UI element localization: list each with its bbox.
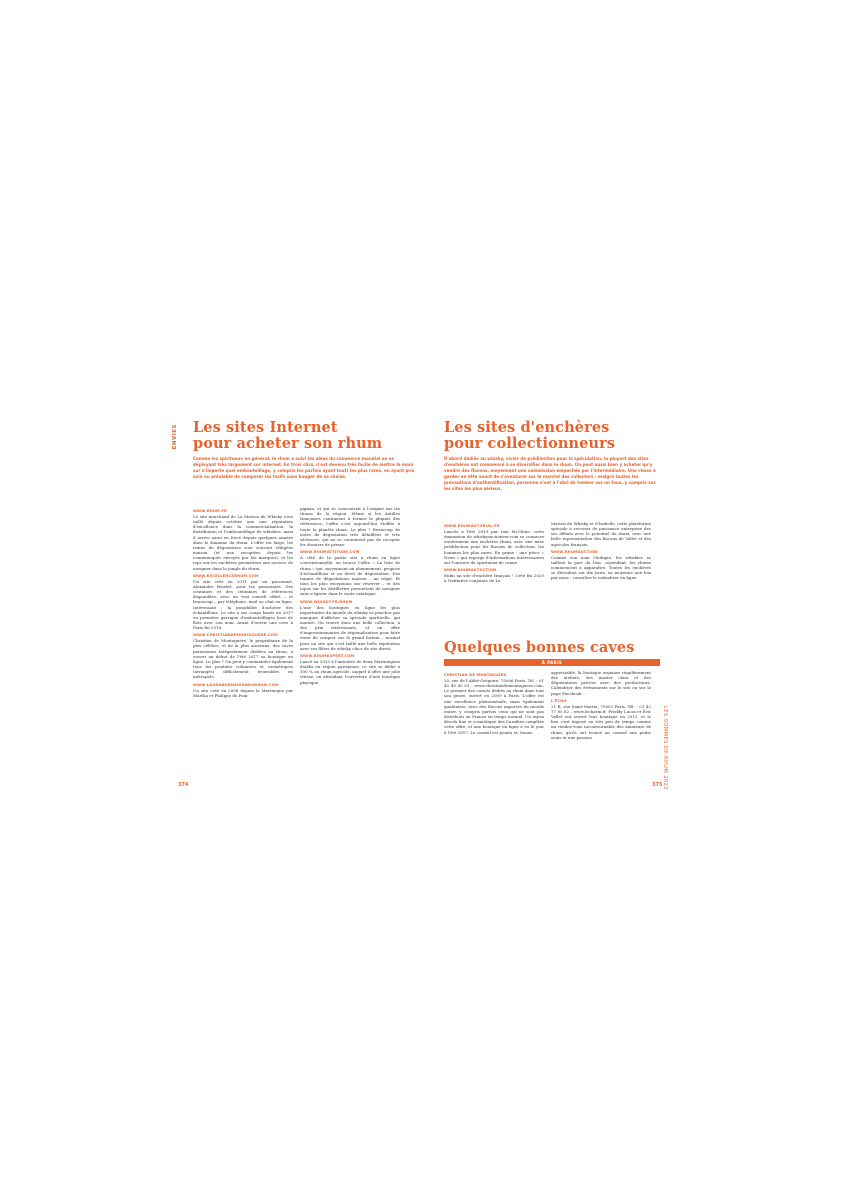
caves-column-2 xyxy=(551,670,651,740)
entry-text: pignan, et qui se concentrait à l'origine sur les rhums de la région. Même si les Antilles françaises continuent à former le plupart des références, l'offre s'est aujourd'hui étoffée à toute la planète rhum. Le plus ? Beaucoup de notes de dégustation très détaillées et très sérieuses, qui ne se contentent pas de recopier les dossiers de presse. xyxy=(300,506,400,548)
left-column-1 xyxy=(193,506,293,698)
entry-label: WWW.CHRISTIANDEMONTAGUERE.COM xyxy=(193,633,278,638)
entry-label: WWW.RHUMAUCTION xyxy=(551,549,598,554)
page-title xyxy=(193,420,415,452)
caves-title: Quelques bonnes caves xyxy=(444,639,635,656)
entry-text: 21 B, rue Saint-Martin, 75003 Paris. Tél. : 01 42 77 85 62 – www.lecharm.fr. Freddy Lucas et Éric Vallet ont ouvert leur boutique en 2011, et le lieu s'est imposé en très peu de temps comme un rendez-vous incontournable des amateurs de rhum, qu'ils ont trouvé un conseil aux petits soins et une passion xyxy=(551,703,651,740)
entry-text: Comme son nom l'indique, les whiskies se taillent la part du lion, cependant, les rhums commencent à apparaître. Toutes les enchères se déroulent sur dix jours, en moyenne une fois par mois - consultez le calendrier en ligne. xyxy=(551,554,651,581)
title-line-1: Les sites d'enchères xyxy=(444,419,610,436)
entry-text: Lancé en 2013 à l'initiative de deux Martiniquais établis en région parisienne, ce site se dédie à 100 % au rhum agricole, auquel il offre une jolie vitrine, en attendant l'ouverture d'une boutique physique. xyxy=(300,658,400,685)
left-page xyxy=(193,420,415,480)
entry-text: À côté de la partie site à rhum en ligne conventionnelle, on trouve l'offre « La liste de rhum » qui, moyennant un abonnement, propose d'échantillons et un livret de dégustation. Des tonnes de dégustations maison – un régal. Et tous les plus exceptions sur réserver – et des topos sur les distilleries permettent de naviguer sans s'égarer dans le vaste catalogue. xyxy=(300,555,400,597)
right-page xyxy=(444,420,660,493)
lead-paragraph: D'abord dédiés au whisky, vivier de prédilection pour la spéculation, la plupart des sites d'enchères ont commencé à se diversifier dans le rhum. On peut aussi bien y acheter qu'y vendre des flacons, moyennant une commission empochée par l'intermédiaire. Une chose à garder en tête avant de s'aventurer sur le marché des collectors : malgré toutes les précautions d'authentification, personne n'est à l'abri de tomber sur un faux, y compris sur les sites les plus sérieux. xyxy=(444,456,656,492)
entry-text: Maison du Whisky et d'Isabelle, cette plateforme spéciale à recevoir de puissance entreprise des ses débuts avec le potentiel du rhum, avec une belle représentation des flacons de Vallet et des agricoles français. xyxy=(551,521,651,547)
page-title xyxy=(444,420,660,452)
entry-label: WWW.RHUMEXPERT.COM xyxy=(300,653,355,658)
entry-text: Un site créé en 2008 depuis la Martinique par Martha et Philippe de Pom- xyxy=(193,687,293,698)
right-column-1 xyxy=(444,521,544,583)
entry-text: Le site marchand de La Maison du Whisky s'est taillé depuis octobre une une réputation d'excellence dans la commercialisation, la distribution et l'embouteillage de whiskies, mais il arrive aussi en force depuis quelques années dans le domaine du rhum. L'offre est large, les textes de dégustation sont souvent rédigées maison (et non recopiées depuis les communiqués envoyés par les marques), et les tops sur les enchères permettent aux novices de naviguer dans la jungle du rhum. xyxy=(193,514,293,571)
caves-column-1 xyxy=(444,670,544,740)
entry-label: WWW.RHUM.FR xyxy=(193,509,228,513)
entry-label: WWW.RHUMAUTORIAL.FR xyxy=(444,524,500,528)
entry-text: Lancée à l'été 2019 par Iain McClune, cette émanation de whiskyauctioneer.com se consacre entièrement aux enchères rhum, avec une mise prédilection pour les flacons de collection, les hommes les plus rares. En prime : une pièce « News » qui regorge d'informations intéressantes sur l'univers du spiritueux de canne. xyxy=(444,529,544,565)
caves-banner: À PARIS xyxy=(444,659,660,666)
right-column-2 xyxy=(551,521,651,583)
page-number-left: 374 xyxy=(178,782,189,788)
entry-text: Un site créé en 2011 par un passionné, Alexandre Boudet, pour les passionnés. Des centaines et des centaines de références disponibles, avec un vrai conseil offert – et beaucoup – par téléphone, mail ou chat en ligne. Intéressant : la possibilité d'acheter des échantillons. Le site a ses coups basés en 2017 en première garrigue d'embouteillages hors de flots avec son nom. Avant d'ouvrir une cave à Paris fin 2018. xyxy=(193,578,293,631)
entry-label: WWW.RHUMATTITUDE.COM xyxy=(300,550,360,555)
lead-paragraph: Comme les spiritueux en général, le rhum a suivi les aléas du commerce mondial en se déployant très largement sur internet. En trois clics, il est devenu très facile de mettre la main sur n'importe quel embouteillage, y compris les parfois ayant tout) les plus rares, en ayant pris soin au préalable de comparer les tarifs sans bouger de sa chaise. xyxy=(193,456,415,480)
entry-label: WWW.RHUMAUTOCTION xyxy=(444,568,497,573)
title-line-2: pour collectionneurs xyxy=(444,435,616,452)
entry-label: WWW.WHISKY.FR/RHUM xyxy=(300,599,353,604)
entry-label: CHRISTIAN DE MONTAGUÈRE xyxy=(444,673,507,677)
entry-label: WWW.LAGRANDEMAISONDURHUM.COM xyxy=(193,682,279,687)
entry-text: 20, rue de l'Abbé-Grégoire, 75006 Paris. Tél. : 01 45 49 40 53 – www.christiandemontaguere.com. Le premier des caviste dédiés au rhum dans tout son genre, ouvert en 2009 à Paris. L'offre est une excellence phénoménale, mais également qualitative, avec des flacons importés du monde entier, y compris parfois ceux qui ne sont pas distribués en France en temps normal. Un rayon dévolu fine et cosmétique des Caraïbes complète cette offre, et une boutique en ligne a vu le jour à l'été 2017. Le conseil est pointu et, bonus xyxy=(444,678,544,735)
page-number-right: 375 xyxy=(652,782,663,788)
entry-label: L'ÉCHO xyxy=(551,698,567,703)
right-columns xyxy=(444,521,651,583)
left-columns xyxy=(193,506,400,698)
caves-columns xyxy=(444,670,651,740)
left-column-2 xyxy=(300,506,400,698)
title-line-1: Les sites Internet xyxy=(193,419,338,436)
title-line-2: pour acheter son rhum xyxy=(193,435,383,452)
entry-text: Christian de Montaguère, le propriétaire de la plus célèbre, et de la plus ancienne, des caves parisiennes intégralement dédiées au rhum, a ouvert au début de l'été 2017 sa boutique en ligne. Le plus ? On peut y commander également tous les produits culinaires et cosmétiques (arrangés) difficilement trouvables en métropole. xyxy=(193,638,293,680)
entry-label: WWW.EXCELLENCERHUM.COM xyxy=(193,573,259,578)
section-tab: ENVIES xyxy=(172,424,178,450)
side-tab: LES SOMMES DE RHUM 2022 xyxy=(662,706,668,790)
entry-text: L'une des boutiques en ligne les plus importantes du monde du whisky se pencher pas manquer d'afficher sa spéciale spirituelle, qui montre. On trouve donc une belle collection, à des prix intéressants, et un offre d'impressionnantes de régionalisation pour faire envie de craquer sur le grand format – normal pour un site qui s'est taillé une belle réputation avec ses flûtes de whisky chics de site direct. xyxy=(300,604,400,651)
entry-text: appréciable, la boutique organise régulièrement des ateliers, des master class et des dégustations privées avec des producteurs. Calendrier des événements sur le site ou sur la page Facebook. xyxy=(551,670,651,696)
entry-text: Enfin un site d'enchère français ! Créé fin 2020 à l'initiative conjointe de La xyxy=(444,573,544,584)
